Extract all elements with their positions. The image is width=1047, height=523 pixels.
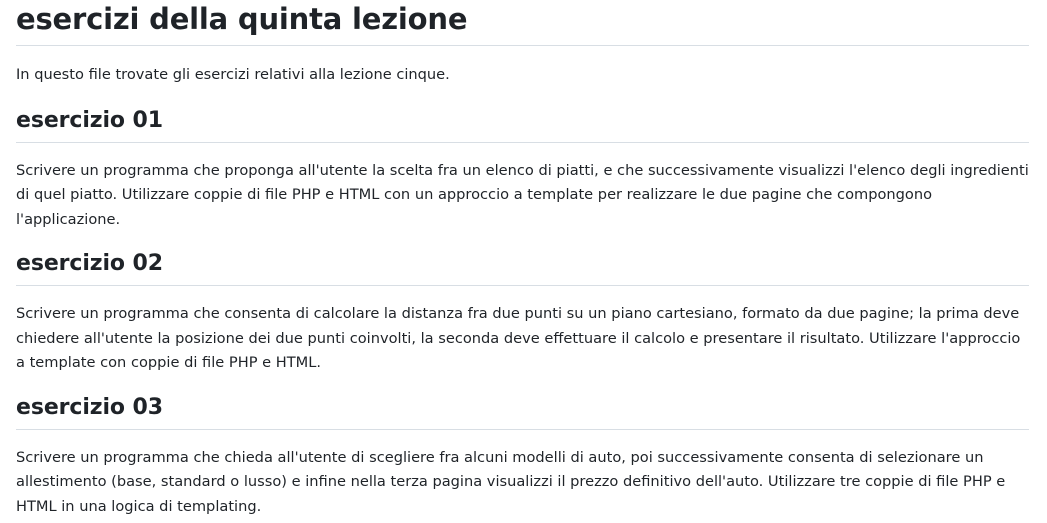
exercise-01-heading: esercizio 01 xyxy=(16,106,1029,143)
intro-paragraph: In questo file trovate gli esercizi relativi alla lezione cinque. xyxy=(16,66,450,83)
page-title: esercizi della quinta lezione xyxy=(16,0,1029,46)
exercise-02-text: Scrivere un programma che consenta di calcolare la distanza fra due punti su un piano cartesiano, formato da due pagine; la prima deve chiedere all'utente la posizione dei due punti coinvolti, la seconda deve effettuare il calcolo e presentare il risultato. Utilizzare l'approccio a template con coppie di file PHP e HTML. xyxy=(16,305,1021,371)
exercise-03-heading: esercizio 03 xyxy=(16,393,1029,430)
exercise-02-heading: esercizio 02 xyxy=(16,249,1029,286)
exercise-01-text: Scrivere un programma che proponga all'utente la scelta fra un elenco di piatti, e che successivamente visualizzi l'elenco degli ingredienti di quel piatto. Utilizzare coppie di file PHP e HTML con un approccio a template per realizzare le due pagine che compongono l'applicazione. xyxy=(16,161,1029,228)
exercise-03-text: Scrivere un programma che chieda all'utente di scegliere fra alcuni modelli di auto, poi successivamente consenta di selezionare un allestimento (base, standard o lusso) e infine nella terza pagina visualizzi il prezzo definitivo dell'auto. Utilizzare tre coppie di file PHP e HTML in una logica di templating. xyxy=(16,448,1006,515)
